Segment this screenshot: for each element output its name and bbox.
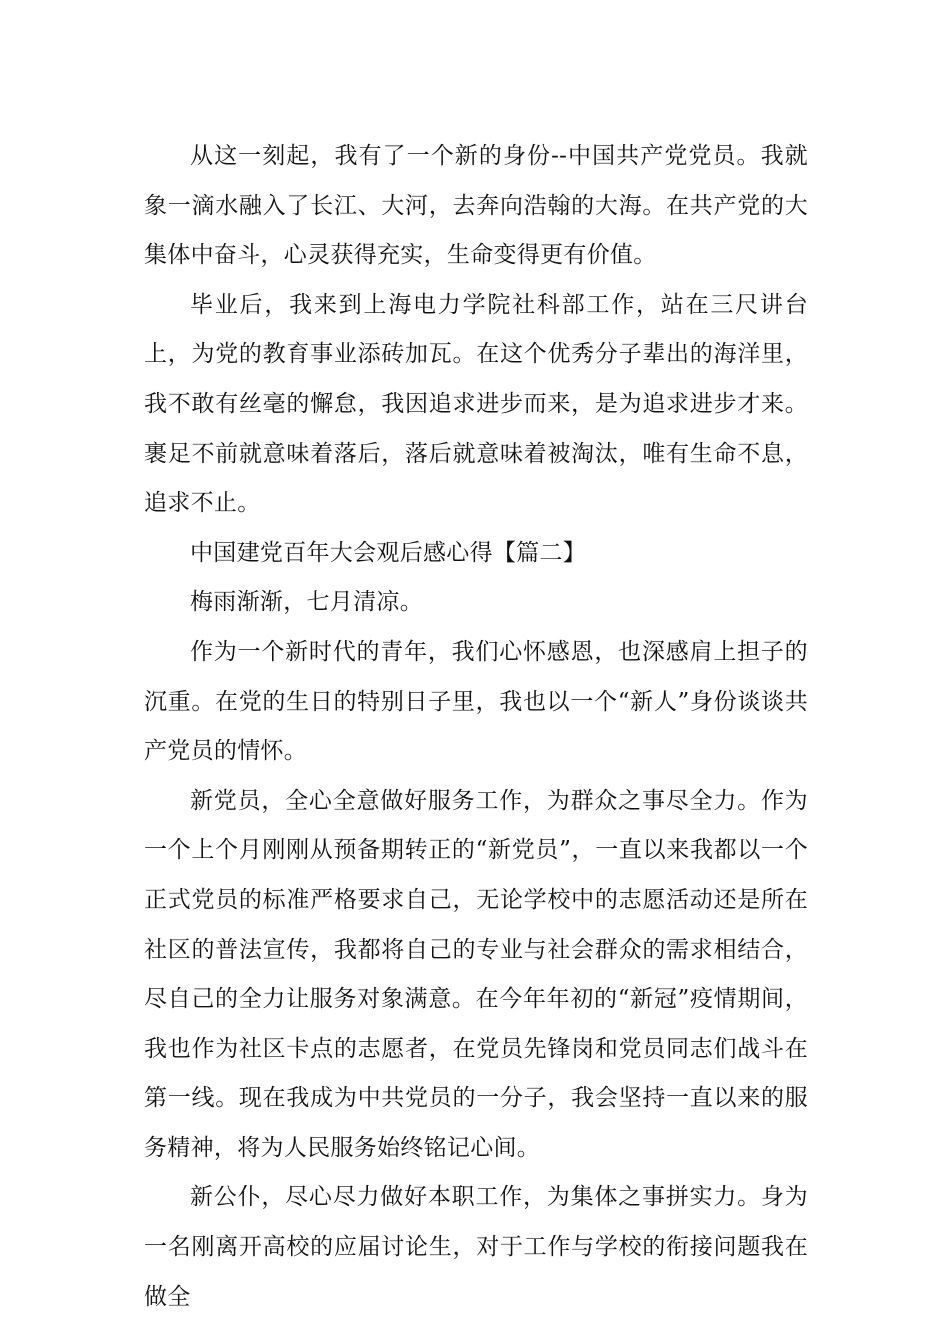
paragraph-2: 毕业后，我来到上海电力学院社科部工作，站在三尺讲台上，为党的教育事业添砖加瓦。在这个优秀分子辈出的海洋里，我不敢有丝毫的懈怠，我因追求进步而来，是为追求进步才来。裹足不前就意味着落后，落后就意味着被淘汰，唯有生命不息，追求不止。	[144, 291, 808, 517]
paragraph-6: 新公仆，尽心尽力做好本职工作，为集体之事拼实力。身为一名刚离开高校的应届讨论生，对于工作与学校的衔接问题我在做全	[144, 1184, 808, 1310]
paragraph-5: 新党员，全心全意做好服务工作，为群众之事尽全力。作为一个上个月刚刚从预备期转正的“新党员”，一直以来我都以一个正式党员的标准严格要求自己，无论学校中的志愿活动还是所在社区的普法宣传，我都将自己的专业与社会群众的需求相结合，尽自己的全力让服务对象满意。在今年年初的“新冠”疫情期间，我也作为社区卡点的志愿者，在党员先锋岗和党员同志们战斗在第一线。现在我成为中共党员的一分子，我会坚持一直以来的服务精神，将为人民服务始终铭记心间。	[144, 787, 808, 1161]
paragraph-3: 梅雨渐渐，七月清凉。	[190, 589, 423, 616]
paragraph-1: 从这一刻起，我有了一个新的身份--中国共产党党员。我就象一滴水融入了长江、大河，去奔向浩翰的大海。在共产党的大集体中奋斗，心灵获得充实，生命变得更有价值。	[144, 143, 808, 269]
document-body	[144, 132, 808, 1322]
section-heading: 中国建党百年大会观后感心得【篇二】	[190, 539, 587, 566]
paragraph-4: 作为一个新时代的青年，我们心怀感恩，也深感肩上担子的沉重。在党的生日的特别日子里，我也以一个“新人”身份谈谈共产党员的情怀。	[144, 638, 808, 765]
